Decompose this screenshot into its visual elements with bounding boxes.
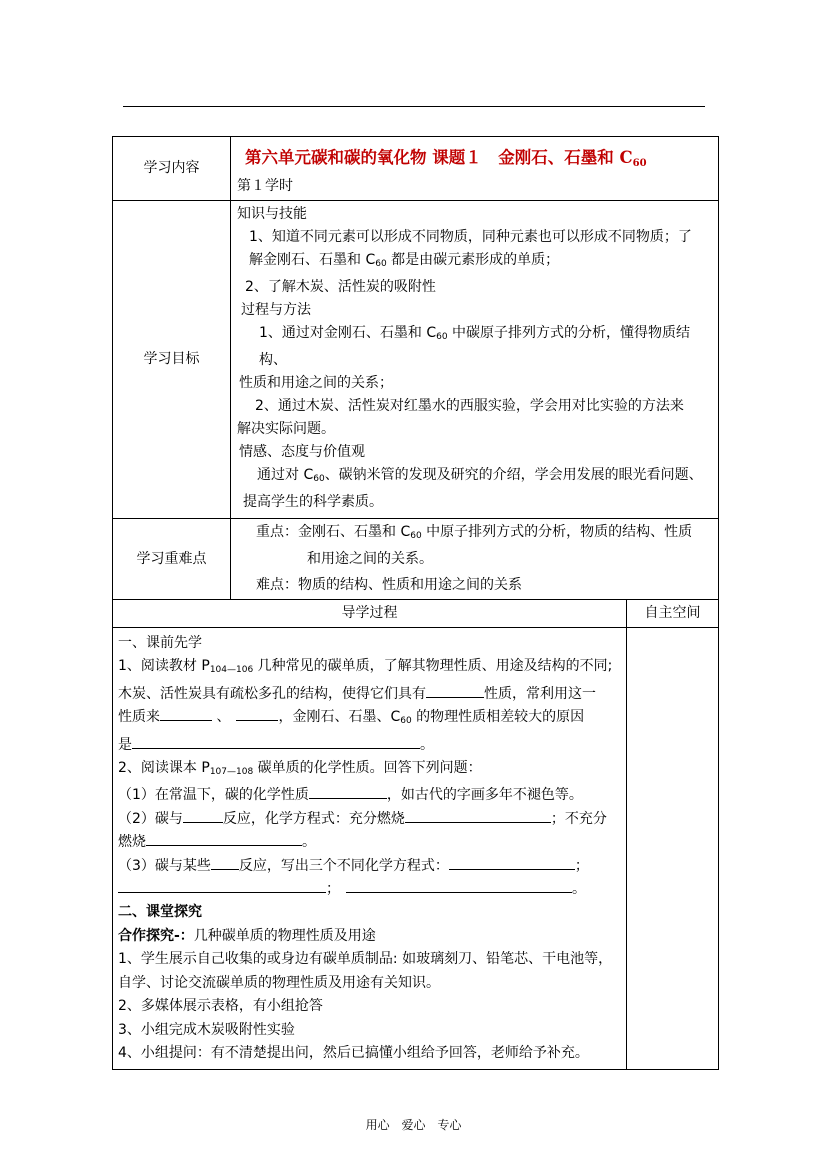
knowledge-item-1b: 解金刚石、石墨和 C60 都是由碳元素形成的单质； — [249, 252, 560, 269]
section-1-heading: 一、课前先学 — [118, 635, 202, 651]
label-key-points: 学习重难点 — [113, 519, 231, 600]
lesson-title — [231, 137, 718, 176]
answer-blank[interactable] — [449, 855, 575, 870]
footer-word-3: 专心 — [437, 1118, 462, 1132]
row-guide-header — [113, 600, 719, 628]
class-item-3: 3、小组完成木炭吸附性实验 — [118, 1021, 295, 1038]
answer-blank[interactable] — [118, 878, 326, 893]
process-text — [113, 628, 626, 1069]
answer-blank[interactable] — [236, 706, 278, 721]
question-2-2-line-2: 燃烧 。 — [118, 831, 621, 854]
class-item-4: 4、小组提问：有不清楚提出问，然后已搞懂小组给予回答，老师给予补充。 — [118, 1044, 589, 1061]
guide-header: 导学过程 — [113, 600, 627, 628]
self-study-space[interactable] — [627, 628, 719, 1070]
key-points-text — [231, 519, 718, 599]
knowledge-item-1a: 1、知道不同元素可以形成不同物质，同种元素也可以形成不同物质；了 — [249, 229, 692, 245]
row-process — [113, 628, 719, 1070]
objectives-text — [231, 201, 718, 518]
question-1-line-3: 性质来 、 ，金刚石、石墨、C60 的物理性质相差较大的原因 — [118, 706, 621, 733]
question-2-3-line-2: ； 。 — [118, 878, 621, 901]
footer-word-2: 爱心 — [401, 1118, 426, 1132]
question-2-2-line-1: （2）碳与 反应，化学方程式：充分燃烧 ；不充分 — [118, 808, 621, 831]
process-heading: 过程与方法 — [241, 302, 311, 318]
process-item-2b: 解决实际问题。 — [237, 421, 335, 437]
answer-blank[interactable] — [146, 831, 302, 846]
row-key-points — [113, 519, 719, 600]
lesson-period: 第１学时 — [237, 178, 293, 194]
row-objectives — [113, 201, 719, 519]
class-item-2: 2、多媒体展示表格，有小组抢答 — [118, 998, 323, 1015]
emotion-item-1b: 提高学生的科学素质。 — [243, 494, 383, 510]
answer-blank[interactable] — [309, 784, 387, 799]
class-item-1b: 自学、讨论交流碳单质的物理性质及用途有关知识。 — [118, 974, 440, 991]
answer-blank[interactable] — [211, 855, 239, 870]
label-objectives: 学习目标 — [113, 201, 231, 519]
lesson-plan-table — [112, 136, 719, 1070]
question-2-3-line-1: （3）碳与某些 反应，写出三个不同化学方程式： ； — [118, 855, 621, 878]
answer-blank[interactable] — [346, 878, 572, 893]
question-1-line-4: 是 。 — [118, 734, 621, 757]
question-1-line-1: 1、阅读教材 P104—106 几种常见的碳单质，了解其物理性质、用途及结构的不同; — [118, 658, 613, 676]
emotion-item-1a: 通过对 C60、碳钠米管的发现及研究的介绍，学会用发展的眼光看问题、 — [257, 467, 703, 484]
answer-blank[interactable] — [183, 808, 223, 823]
page-footer — [0, 1116, 827, 1133]
label-content: 学习内容 — [113, 137, 231, 201]
process-item-2a: 2、通过木炭、活性炭对红墨水的西服实验，学会用对比实验的方法来 — [255, 398, 684, 414]
process-item-1b: 性质和用途之间的关系； — [239, 375, 393, 391]
content-cell — [231, 137, 719, 201]
question-1-line-2: 木炭、活性炭具有疏松多孔的结构，使得它们具有 性质，常利用这一 — [118, 683, 621, 706]
objectives-cell — [231, 201, 719, 519]
key-point-b: 和用途之间的关系。 — [307, 551, 433, 567]
key-points-cell — [231, 519, 719, 600]
lesson-title-subscript: 60 — [632, 158, 647, 169]
answer-blank[interactable] — [132, 734, 420, 749]
header-rule — [123, 106, 705, 107]
key-point-a: 重点：金刚石、石墨和 C60 中原子排列方式的分析，物质的结构、性质 — [256, 524, 693, 541]
difficult-point: 难点：物质的结构、性质和用途之间的关系 — [256, 577, 522, 593]
answer-blank[interactable] — [405, 808, 551, 823]
row-content — [113, 137, 719, 201]
process-item-1a: 1、通过对金刚石、石墨和 C60 中碳原子排列方式的分析，懂得物质结构、 — [259, 325, 691, 368]
space-header: 自主空间 — [627, 600, 719, 628]
class-item-1a: 1、学生展示自己收集的或身边有碳单质制品: 如玻璃刻刀、铅笔芯、干电池等， — [118, 951, 613, 968]
section-2-heading: 二、课堂探究 — [118, 904, 202, 921]
answer-blank[interactable] — [426, 683, 484, 698]
process-cell — [113, 628, 627, 1070]
emotion-heading: 情感、态度与价值观 — [239, 444, 365, 460]
question-2-1: （1）在常温下，碳的化学性质 ，如古代的字画多年不褪色等。 — [118, 784, 621, 807]
knowledge-heading: 知识与技能 — [237, 206, 307, 222]
cooperative-inquiry: 合作探究-：几种碳单质的物理性质及用途 — [118, 927, 376, 944]
footer-word-1: 用心 — [365, 1118, 390, 1132]
question-2-line-1: 2、阅读课本 P107—108 碳单质的化学性质。回答下列问题： — [118, 760, 482, 778]
lesson-title-text: 第六单元碳和碳的氧化物 课题１ 金刚石、石墨和 C — [245, 148, 633, 167]
knowledge-item-2: 2、了解木炭、活性炭的吸附性 — [245, 279, 436, 295]
answer-blank[interactable] — [160, 706, 212, 721]
